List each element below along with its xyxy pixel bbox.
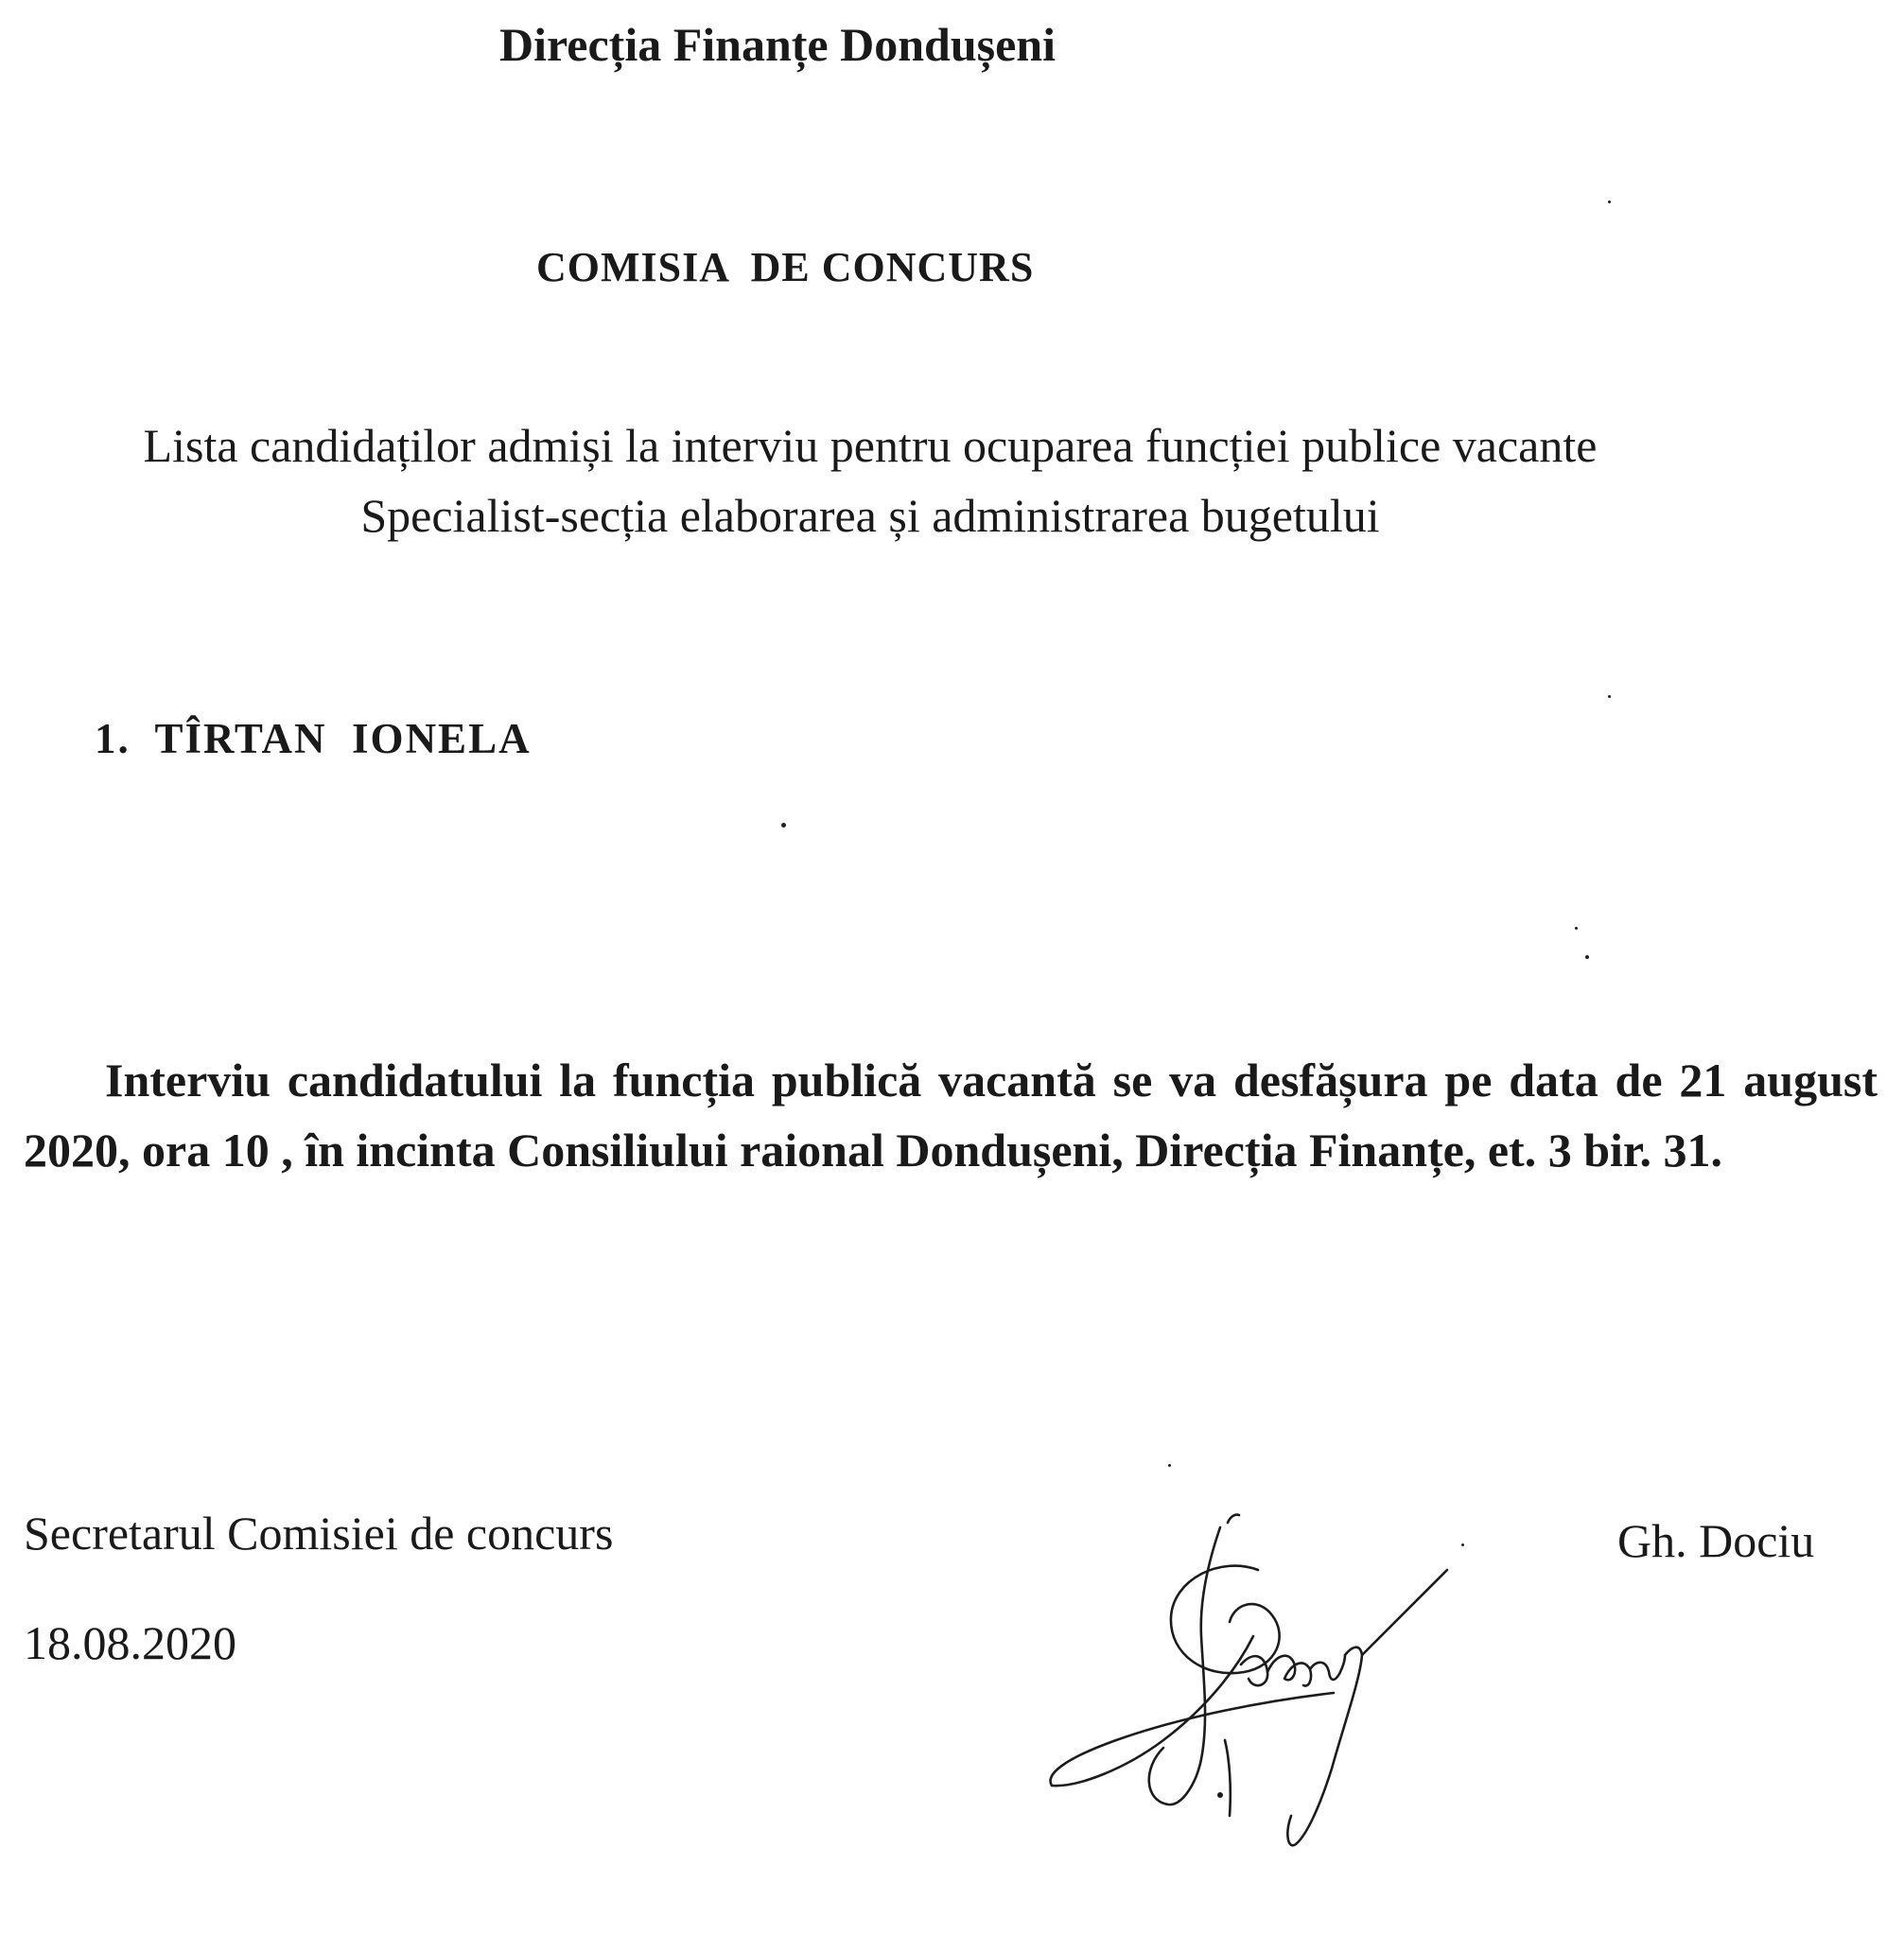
candidate-number: 1. <box>95 715 131 762</box>
list-title <box>24 410 1717 550</box>
interview-notice: Interviu candidatului la funcția publică vacantă se va desfășura pe data de 21 august 2020, ora 10 , în incinta Consiliului raional Dondușeni, Direcția Finanțe, et. 3 bir. 31. <box>24 1054 1878 1177</box>
list-title-line-2: Specialist-secția elaborarea și administrarea bugetului <box>360 489 1380 542</box>
scan-speck <box>781 823 786 828</box>
secretary-label: Secretarul Comisiei de concurs <box>24 1507 614 1560</box>
scan-speck <box>1168 1464 1171 1467</box>
institution-header: Direcția Finanțe Dondușeni <box>499 18 1056 71</box>
list-title-line-1: Lista candidaților admiși la interviu pentru ocuparea funcției publice vacante <box>143 419 1598 472</box>
document-date: 18.08.2020 <box>24 1616 236 1669</box>
list-item <box>95 714 532 763</box>
scan-speck <box>1608 695 1611 698</box>
scan-speck <box>1461 1543 1464 1546</box>
candidate-name: TÎRTAN IONELA <box>154 715 532 762</box>
scan-speck <box>1608 200 1611 203</box>
candidate-list <box>95 714 532 763</box>
scan-speck <box>1575 927 1578 930</box>
scan-speck <box>1585 955 1589 959</box>
commission-title: COMISIA DE CONCURS <box>536 244 1035 290</box>
secretary-name: Gh. Dociu <box>1617 1514 1815 1567</box>
signature <box>1040 1504 1485 1854</box>
